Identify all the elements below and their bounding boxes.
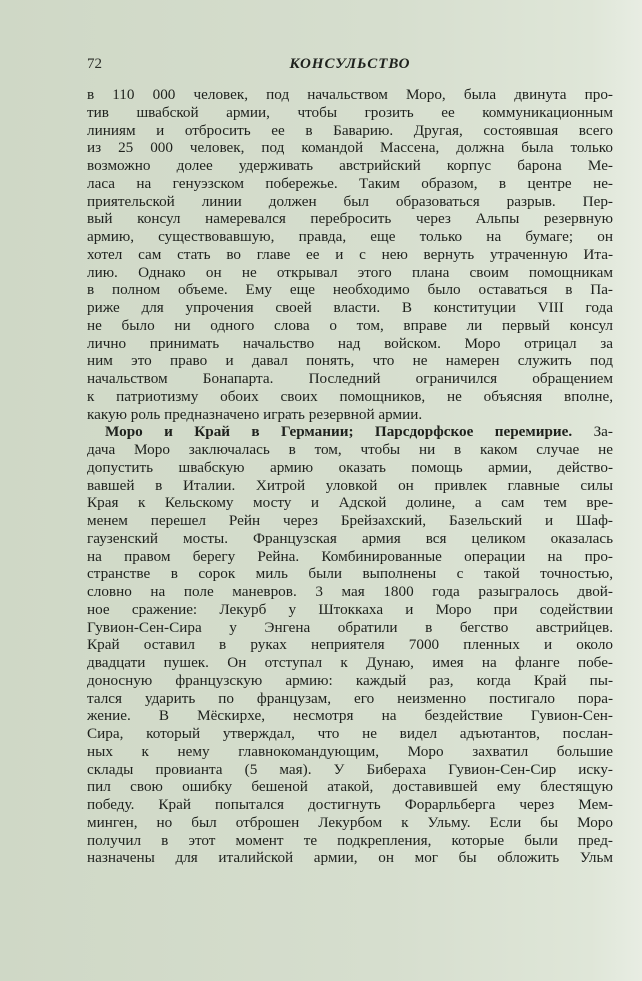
text-line: дача Моро заключалась в том, чтобы ни в каком случае не — [87, 441, 613, 458]
section-heading-line — [87, 423, 613, 441]
text-line: Край оставил в руках неприятеля 7000 пленных и около — [87, 636, 613, 654]
text-line: победу. Край попытался достигнуть Форарльберга через Мем- — [87, 796, 613, 813]
text-line: гаузенский мосты. Французская армия вся целиком оказалась — [87, 529, 613, 547]
text-line: странстве в сорок миль были выполнены с такой точностью, — [87, 565, 613, 583]
text-line: Сира, который утверждал, что не видел адъютантов, послан- — [87, 725, 613, 742]
text-line: в 110 000 человек, под начальством Моро, была двинута про- — [87, 86, 613, 103]
text-line: тив швабской армии, чтобы грозить ее коммуникационным — [87, 103, 613, 121]
page-number: 72 — [87, 56, 102, 72]
text-line: ное сражение: Лекурб у Штоккаха и Моро при содействии — [87, 600, 613, 618]
text-line: в полном объеме. Ему еще необходимо было оставаться в Па- — [87, 281, 613, 299]
text-line: начальством Бонапарта. Последний ограничился обращением — [87, 370, 613, 387]
text-line: склады провианта (5 мая). У Бибераха Гувион-Сен-Сир иску- — [87, 760, 613, 778]
text-line: приятельской линии должен был образоваться разрыв. Пер- — [87, 192, 613, 210]
text-line: пил свою ошибку бешеной атакой, доставившей ему блестящую — [87, 778, 613, 796]
text-line: тался ударить по французам, его неизменно постигало пора- — [87, 689, 613, 707]
text-line: менем перешел Рейн через Брейзахский, Базельский и Шаф- — [87, 512, 613, 529]
text-line: лично принимать начальство над войском. Моро отрицал за — [87, 334, 613, 352]
text-line: вавшей в Италии. Хитрой уловкой он привлек главные силы — [87, 476, 613, 494]
text-line: какую роль предназначено играть резервной армии. — [87, 405, 423, 423]
text-line: минген, но был отброшен Лекурбом к Ульму. Если бы Моро — [87, 813, 613, 831]
heading-continuation: За- — [593, 423, 613, 441]
running-title: КОНСУЛЬСТВО — [289, 56, 411, 72]
text-line: хотел сам стать во главе ее и с нею вернуть утраченную Ита- — [87, 245, 613, 263]
page-body-text — [87, 86, 613, 867]
running-header — [87, 56, 613, 76]
text-line: риже для упрочения своей власти. В конституции VIII года — [87, 299, 613, 316]
text-line: ним это право и давал понять, что не намерен служить под — [87, 352, 613, 370]
section-heading: Моро и Край в Германии; Парсдорфское перемирие. — [105, 423, 594, 441]
text-line: возможно долее удерживать австрийский корпус барона Ме- — [87, 157, 613, 174]
text-line: ных к нему главнокомандующим, Моро захватил большие — [87, 742, 613, 760]
text-line: словно на поле маневров. 3 мая 1800 года разыгралось двой- — [87, 583, 613, 600]
text-line: к патриотизму обоих своих помощников, не объясняя вполне, — [87, 387, 613, 405]
text-line: лию. Однако он не открывал этого плана своим помощникам — [87, 263, 613, 281]
text-line: назначены для италийской армии, он мог бы обложить Ульм — [87, 849, 613, 867]
text-line: доносную французскую армию: каждый раз, когда Край пы- — [87, 671, 613, 689]
text-line: линиям и отбросить ее в Баварию. Другая, состоявшая всего — [87, 121, 613, 139]
text-line: двадцати пушек. Он отступал к Дунаю, имея на фланге побе- — [87, 654, 613, 671]
text-line: из 25 000 человек, под командой Массена, должна была только — [87, 139, 613, 157]
text-line: на правом берегу Рейна. Комбинированные операции на про- — [87, 547, 613, 565]
text-line: не было ни одного слова о том, вправе ли первый консул — [87, 316, 613, 334]
text-line: получил в этот момент те подкрепления, которые были пред- — [87, 831, 613, 849]
text-line: Гувион-Сен-Сира у Энгена обратили в бегство австрийцев. — [87, 618, 613, 636]
text-line: ласа на генуэзском побережье. Таким образом, в центре не- — [87, 174, 613, 192]
text-line: допустить швабскую армию оказать помощь армии, действо- — [87, 458, 613, 476]
text-line: жение. В Мёскирхе, несмотря на бездействие Гувион-Сен- — [87, 707, 613, 725]
text-line: армию, существовавшую, правда, еще только на бумаге; он — [87, 228, 613, 245]
text-line: Края к Кельскому мосту и Адской долине, а сам тем вре- — [87, 494, 613, 512]
text-line: вый консул намеревался перебросить через Альпы резервную — [87, 210, 613, 228]
